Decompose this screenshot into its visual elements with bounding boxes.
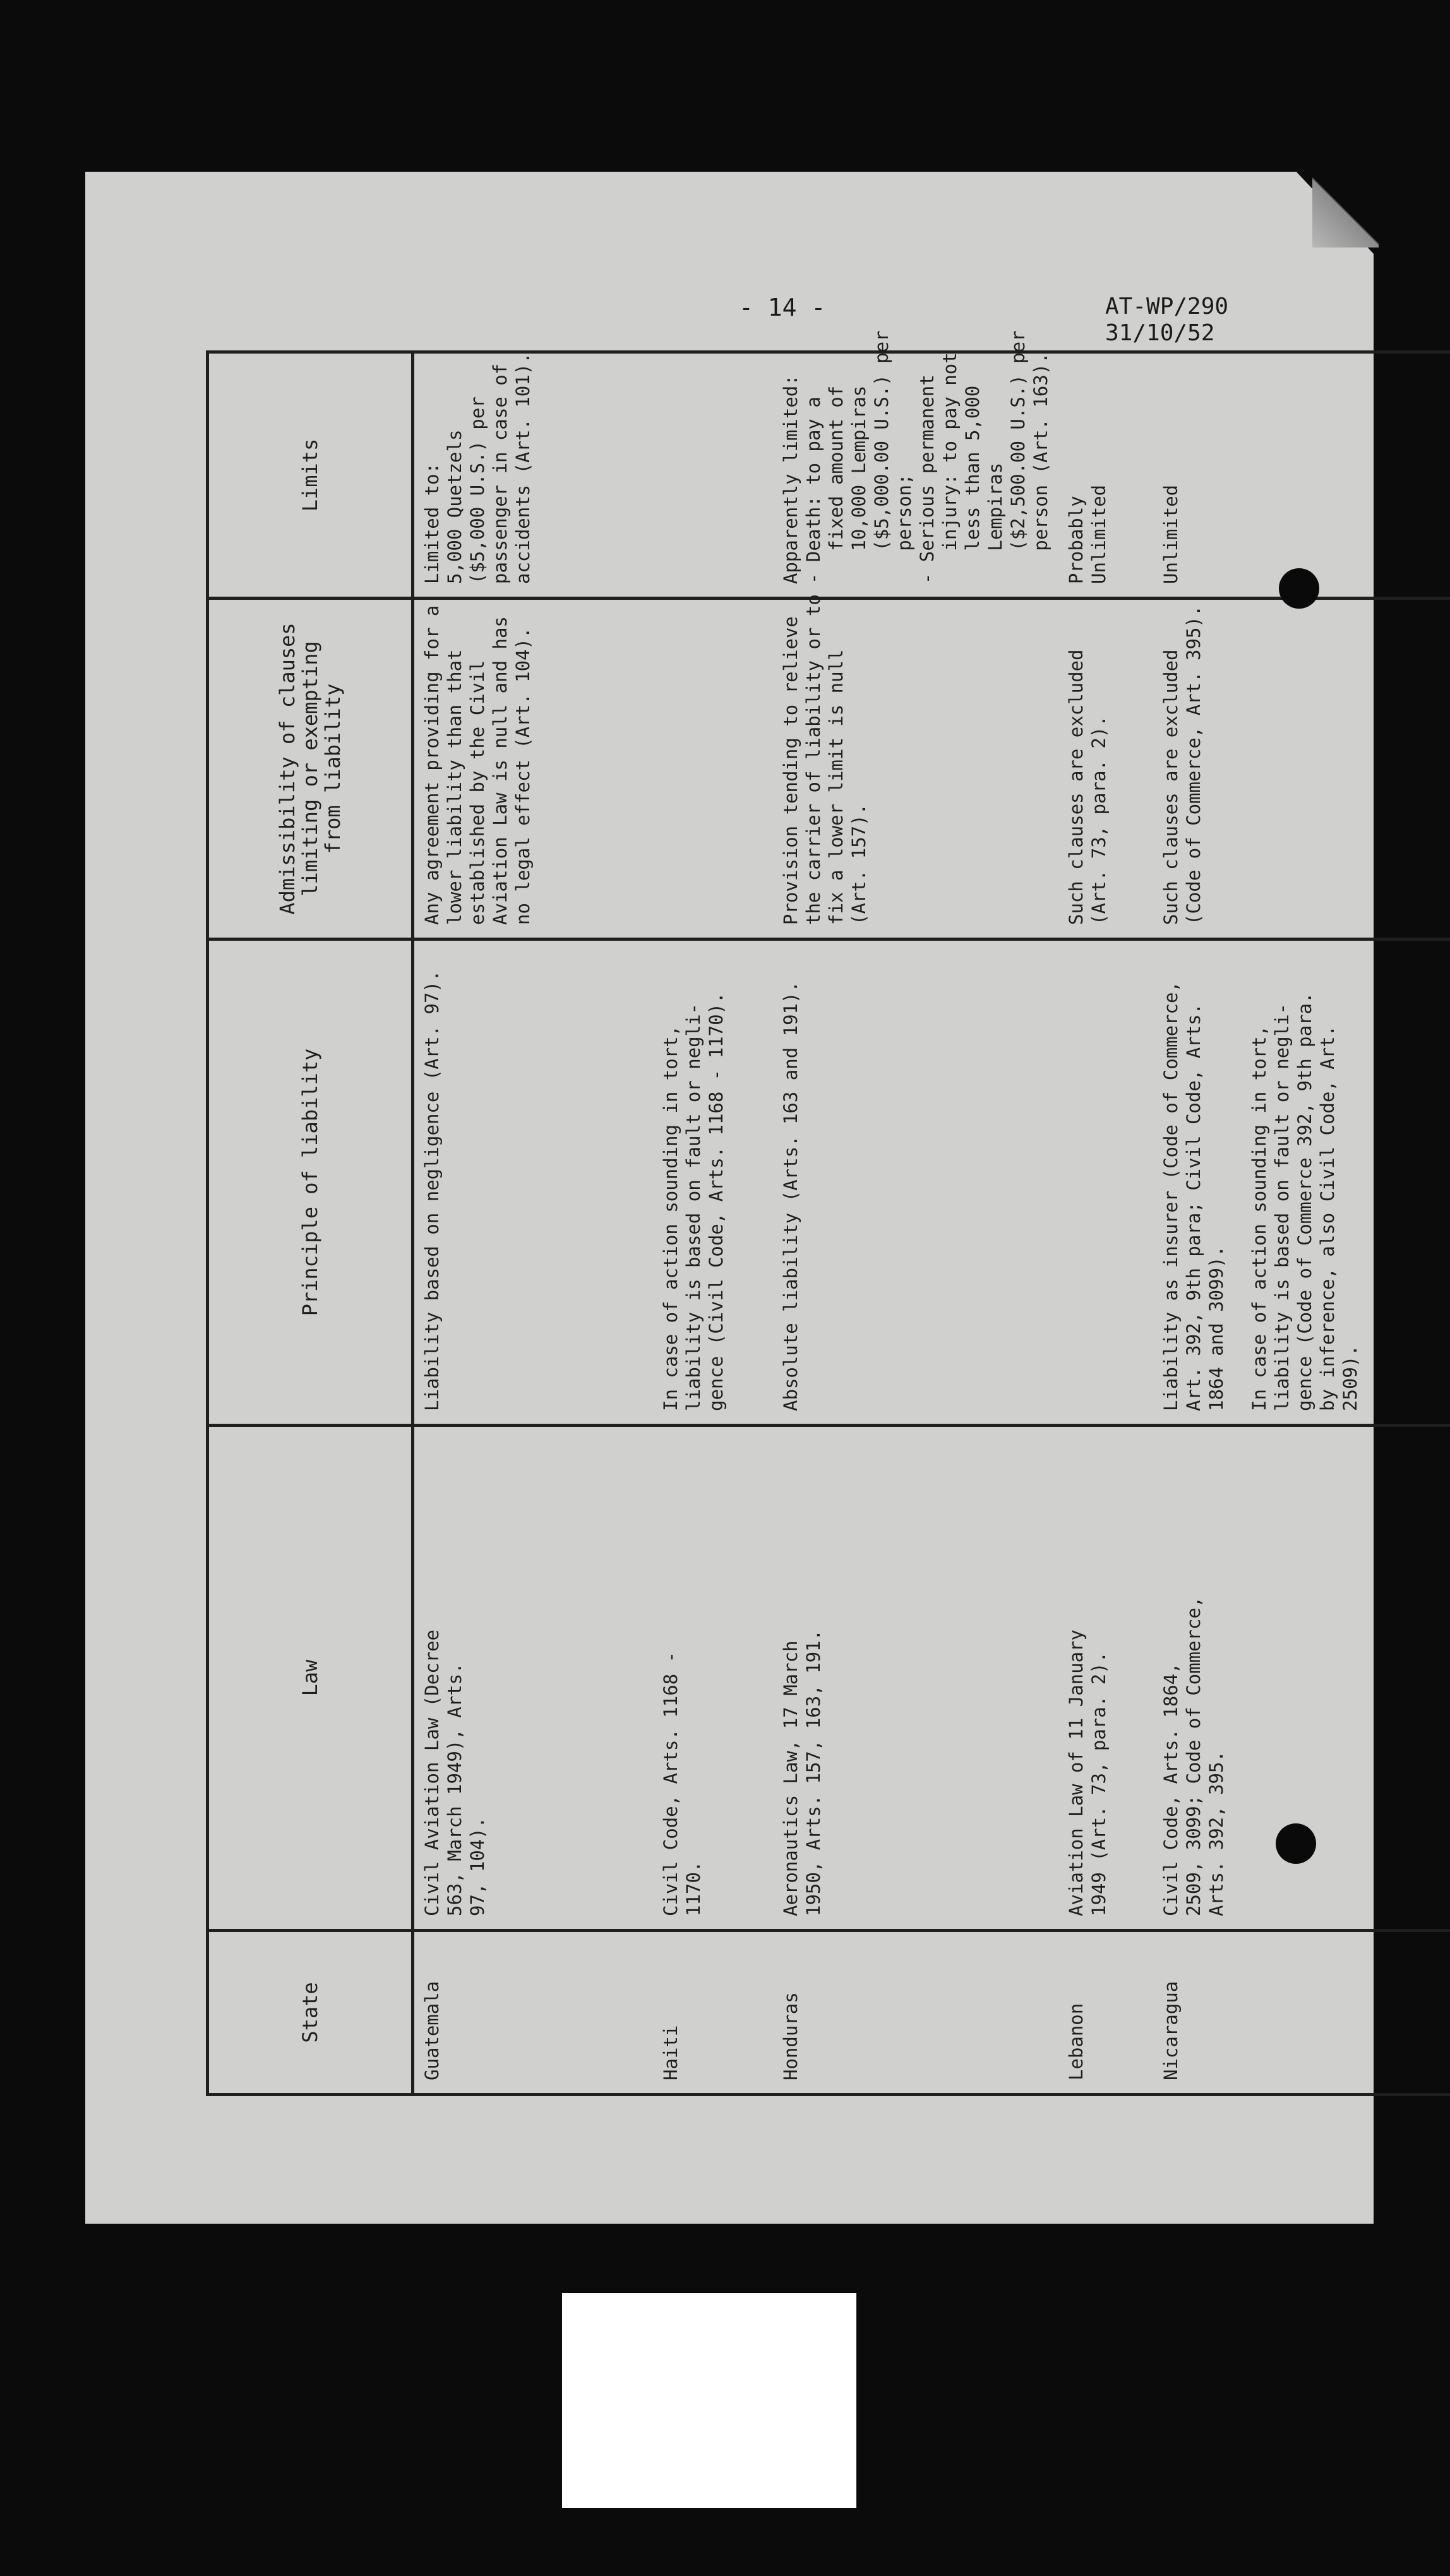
column-header [208,1931,413,2095]
law-line: Arts. 392, 395. [1205,1751,1227,1916]
principle-line: by inference, also Civil Code, Art. [1316,1025,1338,1411]
column-header-line: Limits [298,438,322,512]
column-header-line: from liability [321,683,345,854]
column-header [208,599,413,939]
law-line: 1950, Arts. 157, 163, 191. [802,1630,824,1916]
state-text: Lebanon [1065,2003,1087,2080]
limits-cell [413,352,653,599]
principle-cell [653,939,773,1426]
limits-line: Probably [1065,496,1087,584]
state-cell [653,1931,773,2095]
table-header-row [208,352,413,2095]
document-reference [1105,294,1228,347]
principle-line: liability is based on fault or negli- [682,1003,704,1411]
limits-cell [1058,352,1153,599]
limits-line: 10,000 Lempiras [848,385,870,584]
law-line: 1949 (Art. 73, para. 2). [1088,1651,1110,1916]
limits-line: Unlimited [1088,484,1110,584]
principle-line: 2509). [1339,1345,1361,1411]
state-cell [1058,1931,1153,2095]
folded-corner [1312,172,1379,247]
limits-line: ($5,000 U.S.) per [467,397,488,584]
law-line: 2509, 3099; Code of Commerce, [1182,1596,1204,1916]
limits-line: person (Art. 163). [1029,352,1052,584]
principle-cell [773,939,1058,1426]
principle-line: Absolute liability (Arts. 163 and 191). [779,981,801,1411]
principle-line: liability is based on fault or negli- [1271,1003,1293,1411]
principle-cell [1058,939,1153,1426]
admissibility-line: Such clauses are excluded [1065,649,1087,925]
column-header [208,1426,413,1931]
state-cell [413,1931,653,2095]
state-text: Haiti [659,2025,681,2080]
limits-line: Limited to: [421,462,443,584]
law-line: 1170. [682,1861,704,1916]
table-row [1058,352,1153,2095]
admissibility-cell [413,599,653,939]
law-line: Civil Aviation Law (Decree [421,1630,443,1916]
page-number: - 14 - [739,294,826,321]
limits-line: injury: to pay not [938,352,961,584]
limits-line: 5,000 Quetzels [444,429,465,584]
limits-line: ($2,500.00 U.S.) per [1007,330,1029,584]
limits-line: person; [893,474,915,584]
admissibility-line: no legal effect (Art. 104). [512,627,534,925]
column-header [208,352,413,599]
principle-line: Liability based on negligence (Art. 97). [421,970,443,1411]
law-line: Civil Code, Arts. 1168 - [659,1651,681,1916]
punch-hole [1279,568,1319,609]
column-header [208,939,413,1426]
admissibility-cell [1058,599,1153,939]
limits-line: - Death: to pay a [802,397,824,584]
admissibility-line: established by the Civil [467,660,488,925]
law-line: 97, 104). [467,1816,488,1916]
admissibility-cell [653,599,773,939]
principle-line: gence (Civil Code, Arts. 1168 - 1170). [705,992,727,1411]
admissibility-cell [1153,599,1450,939]
admissibility-cell [773,594,1058,939]
principle-line: Art. 392, 9th para; Civil Code, Arts. [1182,1003,1204,1411]
principle-line: Liability as insurer (Code of Commerce, [1159,981,1182,1411]
limits-line: Apparently limited: [779,374,801,584]
scan-label-blank [562,2293,856,2508]
state-text: Honduras [779,1992,801,2080]
admissibility-line: Aviation Law is null and has [489,616,511,925]
state-cell [1153,1931,1450,2095]
table-row [773,352,1058,2095]
table-row [653,352,773,2095]
admissibility-line: (Code of Commerce, Art. 395). [1182,605,1204,925]
limits-cell [653,352,773,599]
law-line: Civil Code, Arts. 1864, [1159,1662,1182,1916]
limits-line: ($5,000.00 U.S.) per [870,330,892,584]
doc-ref-line: AT-WP/290 [1105,294,1229,319]
column-header-line: State [298,1982,322,2043]
limits-line: fixed amount of [825,385,847,584]
state-cell [773,1931,1058,2095]
punch-hole [1276,1823,1316,1864]
limits-cell [773,330,1058,599]
table-row [413,352,653,2095]
limits-line: less than 5,000 [961,385,983,584]
limits-line: Unlimited [1159,484,1182,584]
column-header-line: Law [298,1659,322,1696]
law-cell [1058,1426,1153,1931]
principle-cell [413,939,653,1426]
principle-cell [1153,939,1450,1426]
admissibility-line: the carrier of liability or to [802,594,824,925]
state-text: Nicaragua [1159,1981,1182,2080]
principle-line: In case of action sounding in tort, [1248,1025,1270,1411]
principle-line [1228,953,1248,1411]
law-line: 563, March 1949), Arts. [444,1662,465,1916]
admissibility-line: (Art. 73, para. 2). [1088,715,1110,925]
column-header-line: Principle of liability [298,1048,322,1316]
law-cell [413,1426,653,1931]
admissibility-line: (Art. 157). [848,803,870,925]
state-text: Guatemala [421,1981,443,2080]
admissibility-line: fix a lower limit is null [825,649,847,925]
law-cell [773,1426,1058,1931]
column-header-line: limiting or exempting [298,641,322,897]
principle-line: 1864 and 3099). [1205,1246,1227,1411]
column-header-line: Admissibility of clauses [275,623,299,915]
admissibility-line: lower liability than that [444,649,465,925]
admissibility-line: Any agreement providing for a [421,605,443,925]
admissibility-line: Such clauses are excluded [1159,649,1182,925]
limits-line: - Serious permanent [916,374,938,584]
principle-line: gence (Code of Commerce 392, 9th para. [1293,992,1315,1411]
limits-line: Lempiras [984,462,1006,584]
law-line: Aviation Law of 11 January [1065,1630,1087,1916]
limits-cell [1153,352,1450,599]
limits-line: passenger in case of [489,363,511,584]
principle-line: In case of action sounding in tort, [659,1025,681,1411]
law-line: Aeronautics Law, 17 March [779,1640,801,1916]
doc-ref-line: 31/10/52 [1105,320,1215,346]
limits-line: accidents (Art. 101). [512,352,534,584]
admissibility-line: Provision tending to relieve [779,616,801,925]
law-cell [653,1426,773,1931]
